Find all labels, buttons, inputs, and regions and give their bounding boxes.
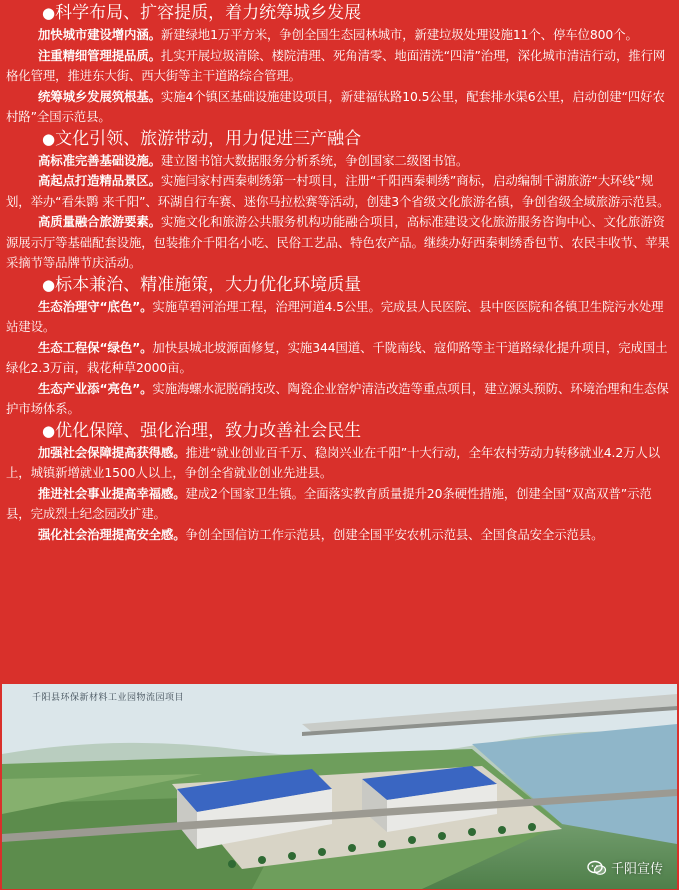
account-watermark (587, 858, 663, 877)
paragraph-text: 新建绿地1万平方米，争创全国生态园林城市，新建垃圾处理设施11个、停车位800个。 (160, 27, 638, 42)
paragraph-text: 实施海螺水泥脱硝技改、陶瓷企业窑炉清洁改造等重点项目，建立源头预防、环境治理和生态保护市场体系。 (6, 380, 669, 416)
section-title: ●科学布局、扩容提质，着力统筹城乡发展 (42, 3, 362, 23)
section-2 (6, 128, 673, 274)
paragraph-text: 加快县城北坡源面修复，实施344国道、千陇南线、寇仰路等主干道路绿化提升项目，完成国土绿化2.3万亩，栽花种草2000亩。 (6, 339, 668, 375)
paragraph-lead: 统筹城乡发展筑根基。 (38, 88, 161, 104)
paragraph-lead: 加快城市建设增内涵。 (38, 27, 161, 42)
section-4 (6, 420, 673, 546)
paragraph (6, 484, 673, 525)
wechat-icon (587, 860, 607, 876)
paragraph-lead: 推进社会事业提高幸福感。 (38, 485, 186, 501)
paragraph (6, 379, 673, 420)
section-title: ●文化引领、旅游带动，用力促进三产融合 (42, 128, 362, 149)
paragraph-lead: 高标准完善基础设施。 (38, 152, 161, 168)
aerial-rendering-graphic (2, 684, 677, 889)
bullet-icon: ● (42, 4, 56, 22)
paragraph-lead: 生态工程保“绿色”。 (38, 339, 153, 355)
watermark-text: 千阳宣传 (610, 862, 663, 877)
bullet-icon: ● (42, 129, 56, 148)
paragraph-text: 实施4个镇区基础设施建设项目，新建福钛路10.5公里，配套排水渠6公里，启动创建“四好农村路”全国示范县。 (6, 88, 665, 124)
paragraph-text: 建成2个国家卫生镇。全面落实教育质量提升20条硬性措施，创建全国“双高双普”示范县，完成烈士纪念园改扩建。 (6, 485, 652, 521)
paragraph (6, 46, 673, 87)
paragraph-text: 建立图书馆大数据服务分析系统，争创国家二级图书馆。 (160, 152, 469, 168)
paragraph (6, 25, 673, 46)
paragraph-text: 扎实开展垃圾清除、楼院清理、死角清零、地面清洗“四清”治理，深化城市清洁行动，推行网格化管理，推进东大街、西大街等主干道路综合管理。 (6, 47, 666, 83)
paragraph (6, 443, 673, 484)
paragraph-text: 实施文化和旅游公共服务机构功能融合项目，高标准建设文化旅游服务咨询中心、文化旅游资源展示厅等基础配套设施，包装推介千阳名小吃、民俗工艺品、特色农产品。继续办好西秦刺绣香包节、农民丰收节、苹果采摘节等品牌节庆活动。 (6, 214, 670, 270)
paragraph-text: 实施草碧河治理工程，治理河道4.5公里。完成县人民医院、县中医医院和各镇卫生院污水处理站建设。 (6, 298, 664, 334)
paragraph-text: 推进“就业创业百千万、稳岗兴业在千阳”十大行动，全年农村劳动力转移就业4.2万人以上，城镇新增就业1500人以上，争创全省就业创业先进县。 (6, 444, 661, 480)
paragraph-lead: 注重精细管理提品质。 (38, 47, 161, 63)
paragraph (6, 212, 673, 274)
bullet-icon: ● (42, 275, 56, 294)
paragraph-lead: 高质量融合旅游要素。 (38, 214, 161, 229)
section-title: ●优化保障、强化治理，致力改善社会民生 (42, 420, 362, 441)
paragraph (6, 151, 673, 172)
paragraph (6, 87, 673, 128)
paragraph-lead: 加强社会保障提高获得感。 (38, 444, 186, 460)
paragraph (6, 171, 673, 212)
paragraph (6, 525, 673, 546)
photo-caption: 千阳县环保新材料工业园物流园项目 (32, 693, 185, 703)
paragraph-lead: 生态治理守“底色”。 (38, 298, 153, 314)
section-title: ●标本兼治、精准施策，大力优化环境质量 (42, 274, 362, 295)
paragraph-lead: 高起点打造精品景区。 (38, 173, 161, 188)
paragraph-text: 实施闫家村西秦刺绣第一村项目，注册“千阳西秦刺绣”商标，启动编制千湖旅游“大环线”规划，举办“看朱鹮 来千阳”、环湖自行车赛、迷你马拉松赛等活动，创建3个省级文化旅游名镇，争创省级全域旅游示范县。 (6, 173, 670, 209)
bullet-icon: ● (42, 421, 56, 440)
paragraph (6, 338, 673, 379)
paragraph-lead: 强化社会治理提高安全感。 (38, 526, 186, 542)
industrial-park-rendering (2, 684, 677, 889)
paragraph-text: 争创全国信访工作示范县，创建全国平安农机示范县、全国食品安全示范县。 (185, 526, 604, 542)
section-1 (6, 2, 673, 128)
section-3 (6, 274, 673, 420)
paragraph-lead: 生态产业添“亮色”。 (38, 380, 153, 396)
paragraph (6, 297, 673, 338)
